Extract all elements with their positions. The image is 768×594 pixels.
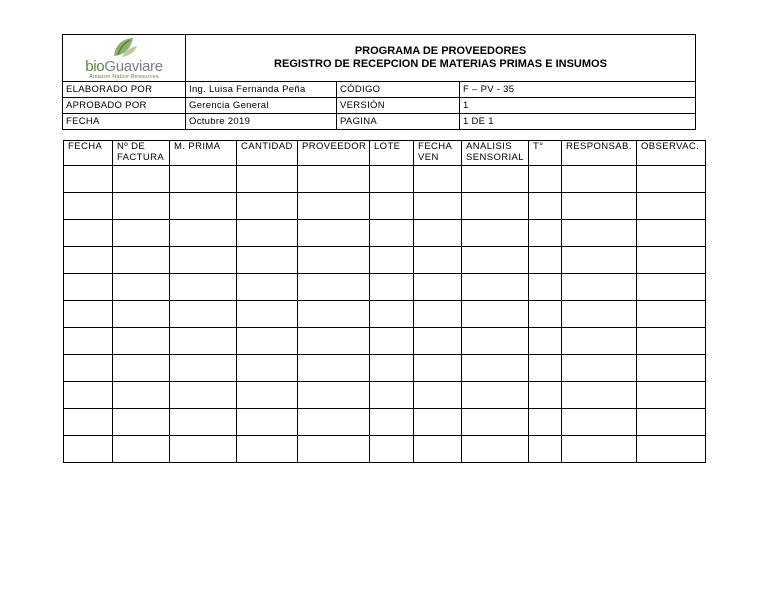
table-cell: [64, 409, 113, 436]
header-row-aprobado: [63, 98, 696, 114]
table-cell: [237, 220, 298, 247]
table-cell: [462, 382, 529, 409]
column-header: M. PRIMA: [170, 141, 237, 166]
table-cell: [237, 274, 298, 301]
table-cell: [113, 355, 170, 382]
table-cell: [298, 193, 370, 220]
label-elaborado: ELABORADO POR: [63, 82, 186, 98]
table-cell: [298, 301, 370, 328]
table-cell: [462, 274, 529, 301]
table-cell: [637, 301, 706, 328]
column-header: ANALISIS SENSORIAL: [462, 141, 529, 166]
header-row-elaborado: [63, 82, 696, 98]
table-cell: [414, 328, 462, 355]
column-header: LOTE: [370, 141, 414, 166]
table-cell: [414, 355, 462, 382]
table-cell: [562, 220, 637, 247]
table-cell: [637, 166, 706, 193]
table-cell: [562, 301, 637, 328]
column-header: FECHA VEN: [414, 141, 462, 166]
table-cell: [237, 436, 298, 463]
table-row: [64, 436, 706, 463]
logo-wordmark: [85, 59, 163, 74]
table-cell: [529, 247, 562, 274]
table-cell: [562, 436, 637, 463]
table-cell: [562, 166, 637, 193]
table-cell: [237, 193, 298, 220]
table-cell: [370, 301, 414, 328]
table-cell: [370, 247, 414, 274]
table-cell: [562, 409, 637, 436]
table-cell: [64, 220, 113, 247]
table-cell: [170, 220, 237, 247]
table-cell: [637, 355, 706, 382]
table-cell: [298, 355, 370, 382]
table-row: [64, 220, 706, 247]
table-cell: [562, 247, 637, 274]
table-cell: [462, 220, 529, 247]
table-row: [64, 301, 706, 328]
table-cell: [529, 193, 562, 220]
table-cell: [170, 301, 237, 328]
table-cell: [529, 274, 562, 301]
value-codigo: F – PV - 35: [460, 82, 696, 98]
table-cell: [529, 220, 562, 247]
table-cell: [113, 193, 170, 220]
table-cell: [414, 193, 462, 220]
table-cell: [529, 301, 562, 328]
table-cell: [414, 274, 462, 301]
value-version: 1: [460, 98, 696, 114]
label-aprobado: APROBADO POR: [63, 98, 186, 114]
table-cell: [113, 247, 170, 274]
table-header-row: [64, 141, 706, 166]
table-cell: [529, 166, 562, 193]
table-cell: [298, 274, 370, 301]
table-cell: [237, 166, 298, 193]
table-cell: [113, 301, 170, 328]
table-cell: [64, 247, 113, 274]
table-cell: [298, 409, 370, 436]
table-cell: [64, 328, 113, 355]
table-cell: [298, 220, 370, 247]
table-cell: [237, 328, 298, 355]
table-cell: [414, 220, 462, 247]
table-cell: [414, 301, 462, 328]
table-cell: [64, 166, 113, 193]
table-cell: [64, 355, 113, 382]
table-cell: [170, 382, 237, 409]
table-row: [64, 382, 706, 409]
column-header: RESPONSAB.: [562, 141, 637, 166]
table-row: [64, 328, 706, 355]
table-cell: [562, 355, 637, 382]
logo-name: Guaviare: [104, 57, 163, 75]
document-title: [186, 35, 696, 82]
table-row: [64, 274, 706, 301]
table-cell: [64, 301, 113, 328]
table-cell: [170, 436, 237, 463]
table-cell: [637, 409, 706, 436]
header-row-fecha: [63, 114, 696, 130]
biogauviare-logo: [85, 36, 163, 81]
label-fecha: FECHA: [63, 114, 186, 130]
title-line-2: REGISTRO DE RECEPCION DE MATERIAS PRIMAS E INSUMOS: [274, 58, 607, 70]
table-cell: [529, 355, 562, 382]
table-cell: [462, 328, 529, 355]
table-cell: [170, 409, 237, 436]
logo-cell: [63, 35, 186, 82]
table-cell: [562, 382, 637, 409]
value-aprobado: Gerencia General: [186, 98, 337, 114]
table-cell: [370, 166, 414, 193]
table-cell: [237, 355, 298, 382]
table-cell: [370, 355, 414, 382]
table-cell: [462, 247, 529, 274]
table-cell: [370, 382, 414, 409]
table-row: [64, 193, 706, 220]
label-codigo: CÓDIGO: [337, 82, 460, 98]
form-header: [62, 34, 696, 130]
table-cell: [298, 382, 370, 409]
table-cell: [370, 436, 414, 463]
table-cell: [370, 220, 414, 247]
table-cell: [64, 436, 113, 463]
table-cell: [529, 328, 562, 355]
table-cell: [298, 166, 370, 193]
value-pagina: 1 DE 1: [460, 114, 696, 130]
table-cell: [529, 409, 562, 436]
table-cell: [414, 382, 462, 409]
table-cell: [370, 274, 414, 301]
table-cell: [529, 382, 562, 409]
column-header: FECHA: [64, 141, 113, 166]
table-cell: [562, 328, 637, 355]
table-cell: [414, 247, 462, 274]
column-header: CANTIDAD: [237, 141, 298, 166]
table-row: [64, 409, 706, 436]
table-cell: [237, 247, 298, 274]
table-row: [64, 355, 706, 382]
table-cell: [170, 328, 237, 355]
table-cell: [414, 436, 462, 463]
table-cell: [298, 328, 370, 355]
reception-log-table: [63, 140, 706, 463]
table-cell: [237, 409, 298, 436]
table-cell: [462, 436, 529, 463]
table-cell: [529, 436, 562, 463]
table-cell: [370, 328, 414, 355]
table-cell: [637, 193, 706, 220]
column-header: Nº DE FACTURA: [113, 141, 170, 166]
table-cell: [113, 409, 170, 436]
table-cell: [237, 301, 298, 328]
table-cell: [170, 274, 237, 301]
table-cell: [170, 193, 237, 220]
table-body: [64, 166, 706, 463]
label-pagina: PAGINA: [337, 114, 460, 130]
column-header: T°: [529, 141, 562, 166]
table-cell: [370, 193, 414, 220]
table-cell: [637, 436, 706, 463]
title-line-1: PROGRAMA DE PROVEEDORES: [354, 45, 527, 57]
table-cell: [637, 382, 706, 409]
column-header: OBSERVAC.: [637, 141, 706, 166]
column-header: PROVEEDOR: [298, 141, 370, 166]
leaf-icon: [109, 36, 139, 58]
table-cell: [298, 247, 370, 274]
logo-prefix: bio: [85, 57, 105, 75]
table-row: [64, 166, 706, 193]
table-cell: [113, 328, 170, 355]
table-cell: [64, 382, 113, 409]
table-cell: [113, 274, 170, 301]
table-cell: [113, 220, 170, 247]
table-cell: [637, 328, 706, 355]
label-version: VERSIÓN: [337, 98, 460, 114]
table-cell: [462, 409, 529, 436]
table-cell: [170, 166, 237, 193]
table-cell: [462, 301, 529, 328]
logo-tagline: Amazon Native Resources: [89, 73, 159, 80]
table-row: [64, 247, 706, 274]
table-cell: [637, 247, 706, 274]
table-cell: [113, 382, 170, 409]
table-cell: [113, 436, 170, 463]
table-cell: [113, 166, 170, 193]
table-cell: [64, 274, 113, 301]
table-cell: [414, 166, 462, 193]
table-cell: [562, 274, 637, 301]
table-cell: [637, 274, 706, 301]
table-cell: [170, 247, 237, 274]
table-cell: [170, 355, 237, 382]
value-fecha: Octubre 2019: [186, 114, 337, 130]
table-cell: [637, 220, 706, 247]
table-cell: [462, 193, 529, 220]
table-cell: [414, 409, 462, 436]
table-cell: [462, 355, 529, 382]
table-cell: [298, 436, 370, 463]
table-cell: [64, 193, 113, 220]
table-cell: [237, 382, 298, 409]
table-cell: [562, 193, 637, 220]
table-cell: [462, 166, 529, 193]
table-cell: [370, 409, 414, 436]
value-elaborado: Ing. Luisa Fernanda Peña: [186, 82, 337, 98]
